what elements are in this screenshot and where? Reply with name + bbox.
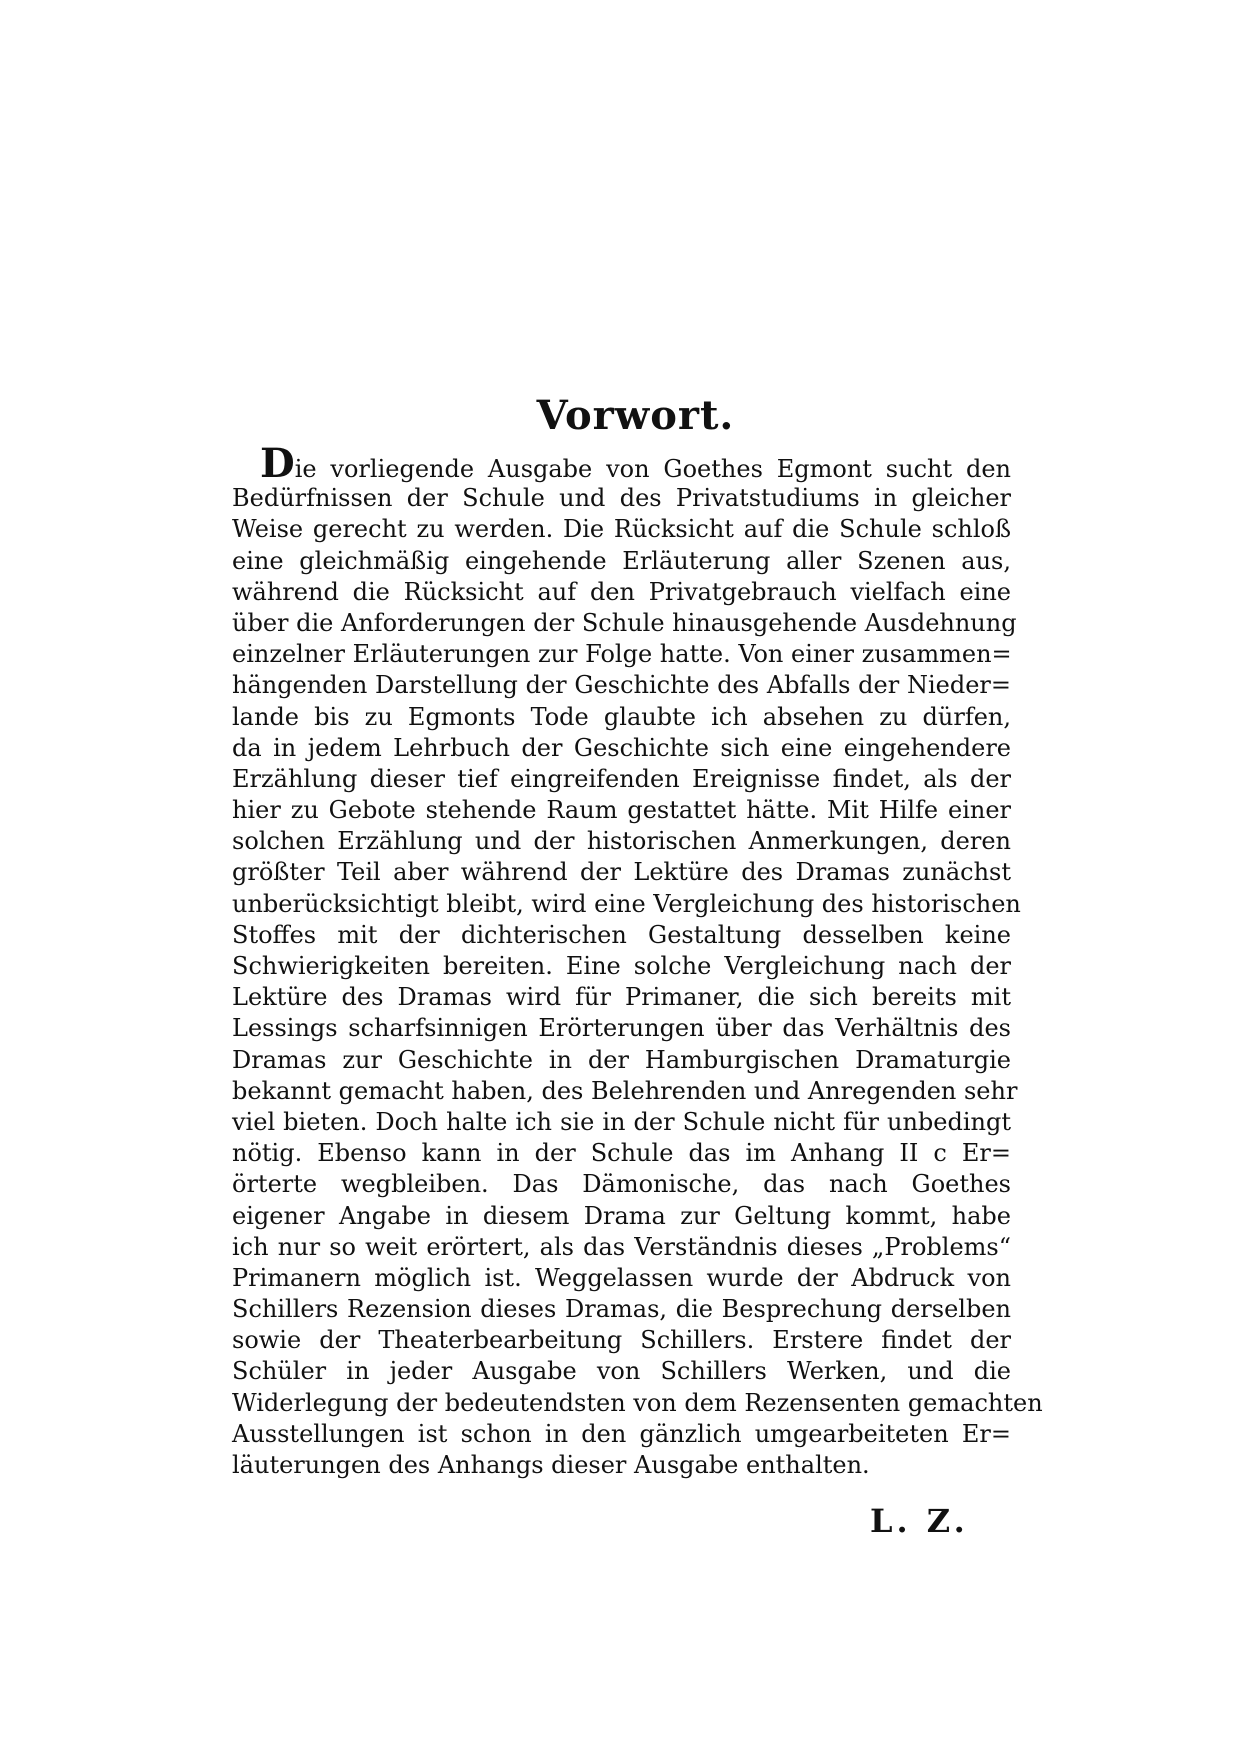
line-text: da in jedem Lehrbuch der Geschichte sich eine eingehendere xyxy=(232,733,1011,762)
text-line xyxy=(232,795,1011,826)
line-text: Weise gerecht zu werden. Die Rücksicht auf die Schule schloß xyxy=(232,515,1011,544)
text-line xyxy=(232,1201,1011,1232)
text-line xyxy=(232,1232,1011,1263)
body-text xyxy=(232,440,1043,1481)
text-line xyxy=(232,1450,1011,1481)
line-text: Dramas zur Geschichte in der Hamburgischen Dramaturgie xyxy=(232,1045,1011,1074)
line-text: über die Anforderungen der Schule hinausgehende Ausdehnung xyxy=(232,608,1017,637)
text-line xyxy=(232,1107,1011,1138)
text-line xyxy=(232,1325,1011,1356)
line-text: läuterungen des Anhangs dieser Ausgabe enthalten. xyxy=(232,1451,870,1479)
line-text: eigener Angabe in diesem Drama zur Geltung kommt, habe xyxy=(232,1201,1011,1230)
line-text: Schillers Rezension dieses Dramas, die Besprechung derselben xyxy=(232,1295,1011,1324)
line-text: Lessings scharfsinnigen Erörterungen über das Verhältnis des xyxy=(232,1014,1011,1043)
text-line xyxy=(232,670,1011,701)
page-title: Vorwort. xyxy=(536,392,735,439)
text-line xyxy=(232,733,1011,764)
text-line xyxy=(232,1076,1018,1107)
text-line xyxy=(232,546,1011,577)
text-line xyxy=(232,1294,1011,1325)
line-text: größter Teil aber während der Lektüre des Dramas zunächst xyxy=(232,858,1011,887)
text-line xyxy=(232,577,1011,608)
line-text: Lektüre des Dramas wird für Primaner, die sich bereits mit xyxy=(232,983,1011,1012)
text-line xyxy=(232,982,1011,1013)
text-line xyxy=(232,440,1011,487)
text-line xyxy=(232,764,1011,795)
text-line xyxy=(232,483,1011,514)
line-text: sowie der Theaterbearbeitung Schillers. Erstere findet der xyxy=(232,1326,1011,1355)
line-text: hier zu Gebote stehende Raum gestattet hätte. Mit Hilfe einer xyxy=(232,796,1011,825)
text-line xyxy=(232,1388,1043,1419)
text-line xyxy=(232,1045,1011,1076)
line-text: eine gleichmäßig eingehende Erläuterung aller Szenen aus, xyxy=(232,546,1011,575)
line-text: Bedürfnissen der Schule und des Privatstudiums in gleicher xyxy=(232,484,1011,513)
line-text: einzelner Erläuterungen zur Folge hatte. Von einer zusammen= xyxy=(232,640,1012,669)
text-line xyxy=(232,1169,1011,1200)
text-line xyxy=(232,1013,1011,1044)
line-text: Widerlegung der bedeutendsten von dem Rezensenten gemachten xyxy=(232,1388,1043,1417)
line-text: unberücksichtigt bleibt, wird eine Vergleichung des historischen xyxy=(232,889,1021,918)
text-line xyxy=(232,514,1011,545)
line-text: ie vorliegende Ausgabe von Goethes Egmont sucht den xyxy=(294,455,1011,483)
signature: L. Z. xyxy=(870,1502,969,1540)
text-line xyxy=(232,857,1011,888)
text-line xyxy=(232,951,1011,982)
text-line xyxy=(232,608,1017,639)
text-line xyxy=(232,920,1011,951)
line-text: bekannt gemacht haben, des Belehrenden und Anregenden sehr xyxy=(232,1076,1018,1105)
line-text: Schwierigkeiten bereiten. Eine solche Vergleichung nach der xyxy=(232,952,1011,980)
text-line xyxy=(232,1356,1011,1387)
line-text: Ausstellungen ist schon in den gänzlich umgearbeiteten Er= xyxy=(232,1419,1011,1448)
line-text: solchen Erzählung und der historischen Anmerkungen, deren xyxy=(232,827,1011,856)
text-line xyxy=(232,826,1011,857)
text-line xyxy=(232,639,1011,670)
text-line xyxy=(232,889,1021,920)
line-text: hängenden Darstellung der Geschichte des Abfalls der Nieder= xyxy=(232,671,1011,700)
line-text: Erzählung dieser tief eingreifenden Ereignisse findet, als der xyxy=(232,764,1011,793)
line-text: viel bieten. Doch halte ich sie in der Schule nicht für unbedingt xyxy=(232,1107,1011,1136)
text-line xyxy=(232,1138,1011,1169)
drop-cap: D xyxy=(260,440,295,487)
line-text: Primanern möglich ist. Weggelassen wurde der Abdruck von xyxy=(232,1263,1011,1292)
text-line xyxy=(232,1419,1011,1450)
line-text: örterte wegbleiben. Das Dämonische, das nach Goethes xyxy=(232,1170,1011,1199)
text-line xyxy=(232,1263,1011,1294)
line-text: während die Rücksicht auf den Privatgebrauch vielfach eine xyxy=(232,577,1011,606)
line-text: Schüler in jeder Ausgabe von Schillers Werken, und die xyxy=(232,1357,1011,1386)
line-text: Stoffes mit der dichterischen Gestaltung desselben keine xyxy=(232,920,1011,949)
line-text: nötig. Ebenso kann in der Schule das im Anhang II c Er= xyxy=(232,1139,1011,1168)
line-text: ich nur so weit erörtert, als das Verständnis dieses „Problems“ xyxy=(232,1232,1011,1261)
text-line xyxy=(232,702,1011,733)
line-text: lande bis zu Egmonts Tode glaubte ich absehen zu dürfen, xyxy=(232,702,1011,731)
